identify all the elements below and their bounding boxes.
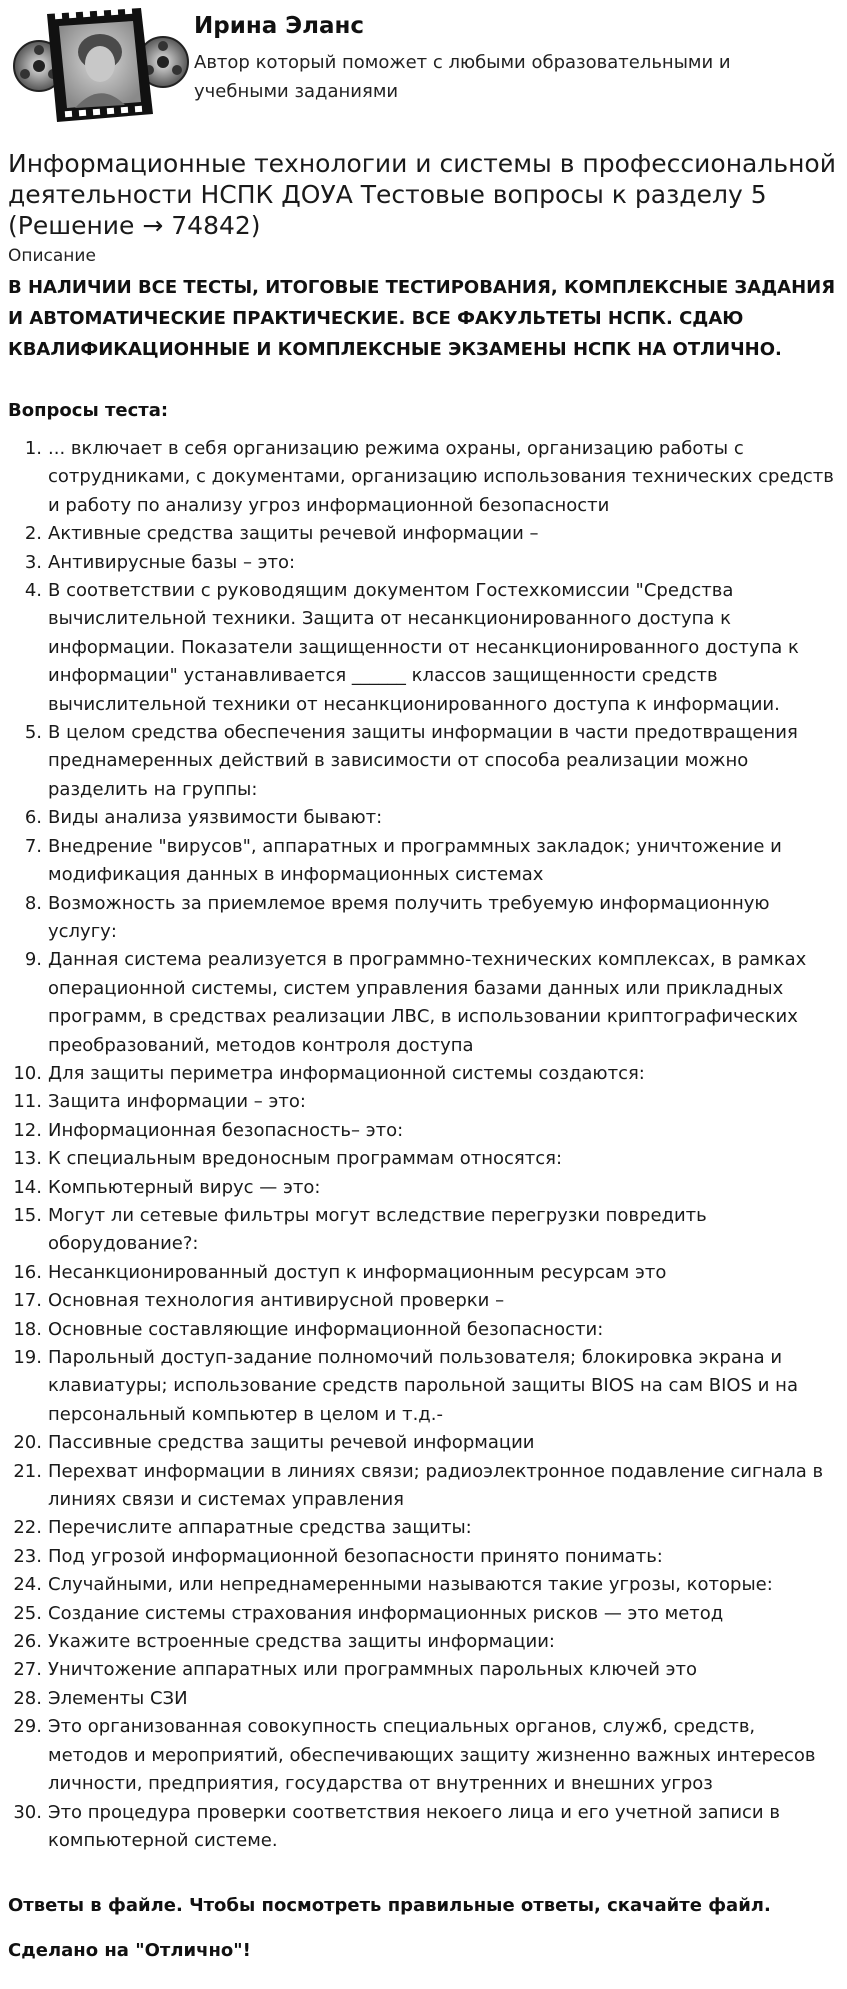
question-text: Основные составляющие информационной безопасности:: [48, 1318, 604, 1340]
question-text: Перехват информации в линиях связи; радиоэлектронное подавление сигнала в линиях связи и системах управления: [48, 1460, 824, 1511]
question-item: [13, 1458, 840, 1515]
question-text: Укажите встроенные средства защиты информации:: [48, 1631, 555, 1653]
question-item: [24, 804, 840, 832]
question-text: Под угрозой информационной безопасности принято понимать:: [48, 1545, 663, 1567]
question-number: 7.: [24, 835, 42, 857]
question-item: [13, 1316, 840, 1344]
question-number: 30.: [13, 1801, 42, 1823]
question-item: [24, 719, 840, 804]
question-number: 26.: [13, 1631, 42, 1653]
question-number: 13.: [13, 1148, 42, 1170]
question-text: Основная технология антивирусной проверки –: [48, 1290, 505, 1312]
question-text: Это процедура проверки соответствия некоего лица и его учетной записи в компьютерной системе.: [48, 1801, 780, 1851]
author-avatar[interactable]: [13, 4, 189, 126]
question-item: [13, 1799, 840, 1856]
question-number: 10.: [13, 1062, 42, 1084]
description-label: Описание: [8, 246, 96, 266]
question-item: [13, 1145, 840, 1173]
question-number: 8.: [24, 892, 42, 914]
question-item: [13, 1117, 840, 1145]
question-number: 20.: [13, 1432, 42, 1454]
question-item: [13, 1514, 840, 1542]
question-text: Данная система реализуется в программно-технических комплексах, в рамках операционной системы, систем управления базами данных или прикладных программ, в средствах реализации ЛВС, в использовании криптографических преобразований, методов контроля доступа: [48, 949, 807, 1056]
question-text: Для защиты периметра информационной системы создаются:: [48, 1062, 645, 1084]
question-item: [13, 1060, 840, 1088]
question-item: [24, 946, 840, 1060]
question-item: [24, 577, 840, 719]
question-item: [13, 1685, 840, 1713]
question-number: 27.: [13, 1659, 42, 1681]
question-text: Могут ли сетевые фильтры могут вследствие перегрузки повредить оборудование?:: [48, 1204, 707, 1255]
question-number: 2.: [24, 523, 42, 545]
question-item: [13, 1259, 840, 1287]
author-header: [8, 0, 839, 140]
question-text: ... включает в себя организацию режима охраны, организацию работы с сотрудниками, с документами, организацию использования технических средств и работу по анализу угроз информационной безопасности: [48, 438, 834, 516]
question-number: 9.: [24, 949, 42, 971]
question-text: Уничтожение аппаратных или программных парольных ключей это: [48, 1659, 698, 1681]
author-name[interactable]: Ирина Эланс: [194, 13, 365, 39]
question-item: [24, 435, 840, 520]
question-item: [13, 1543, 840, 1571]
question-number: 29.: [13, 1716, 42, 1738]
question-text: В соответствии с руководящим документом Гостехкомиссии "Средства вычислительной техники. Защита от несанкционированного доступа к информации. Показатели защищенности от несанкционированного доступа к информации" устанавливается ______ классов защищенности средств вычислительной техники от несанкционированного доступа к информации.: [48, 580, 799, 715]
product-title: Информационные технологии и системы в профессиональной деятельности НСПК ДОУА Тестовые вопросы к разделу 5 (Решение → 74842): [8, 149, 836, 240]
question-text: Активные средства защиты речевой информации –: [48, 523, 539, 545]
question-text: Пассивные средства защиты речевой информации: [48, 1432, 535, 1454]
question-number: 22.: [13, 1517, 42, 1539]
question-number: 23.: [13, 1545, 42, 1567]
question-text: Несанкционированный доступ к информационным ресурсам это: [48, 1261, 667, 1283]
question-number: 4.: [24, 580, 42, 602]
question-number: 5.: [24, 722, 42, 744]
question-item: [13, 1571, 840, 1599]
question-number: 28.: [13, 1687, 42, 1709]
question-item: [13, 1287, 840, 1315]
question-text: Это организованная совокупность специальных органов, служб, средств, методов и мероприятий, обеспечивающих защиту жизненно важных интересов личности, предприятия, государства от внутренних и внешних угроз: [48, 1716, 816, 1795]
question-item: [13, 1429, 840, 1457]
question-item: [13, 1344, 840, 1429]
description-text: В НАЛИЧИИ ВСЕ ТЕСТЫ, ИТОГОВЫЕ ТЕСТИРОВАНИЯ, КОМПЛЕКСНЫЕ ЗАДАНИЯ И АВТОМАТИЧЕСКИЕ ПРАКТИЧЕСКИЕ. ВСЕ ФАКУЛЬТЕТЫ НСПК. СДАЮ КВАЛИФИКАЦИОННЫЕ И КОМПЛЕКСНЫЕ ЭКЗАМЕНЫ НСПК НА ОТЛИЧНО.: [8, 277, 836, 360]
author-description: Автор который поможет с любыми образовательными и учебными заданиями: [194, 52, 731, 102]
film-frame: [47, 8, 153, 122]
question-text: В целом средства обеспечения защиты информации в части предотвращения преднамеренных действий в зависимости от способа реализации можно разделить на группы:: [48, 722, 798, 800]
question-number: 18.: [13, 1318, 42, 1340]
question-text: Внедрение "вирусов", аппаратных и программных закладок; уничтожение и модификация данных в информационных системах: [48, 835, 782, 886]
question-number: 24.: [13, 1574, 42, 1596]
done-note: Сделано на "Отлично"!: [8, 1940, 251, 1961]
question-number: 19.: [13, 1347, 42, 1368]
question-number: 14.: [13, 1176, 42, 1198]
questions-heading: Вопросы теста:: [8, 400, 169, 421]
question-item: [24, 890, 840, 947]
question-text: Случайными, или непреднамеренными называются такие угрозы, которые:: [48, 1574, 773, 1596]
question-number: 15.: [13, 1204, 42, 1226]
question-item: [13, 1656, 840, 1684]
question-item: [13, 1600, 840, 1628]
question-number: 12.: [13, 1119, 42, 1141]
question-text: Компьютерный вирус — это:: [48, 1176, 321, 1198]
question-text: Создание системы страхования информационных рисков — это метод: [48, 1602, 724, 1624]
questions-list: [13, 435, 840, 1855]
question-number: 6.: [24, 807, 42, 829]
question-text: Защита информации – это:: [48, 1091, 306, 1113]
question-text: Перечислите аппаратные средства защиты:: [48, 1517, 472, 1539]
question-item: [24, 520, 840, 548]
question-item: [24, 549, 840, 577]
question-number: 25.: [13, 1602, 42, 1624]
question-item: [13, 1088, 840, 1116]
question-number: 3.: [24, 551, 42, 573]
question-text: Информационная безопасность– это:: [48, 1119, 404, 1141]
question-number: 1.: [24, 438, 42, 459]
question-text: Виды анализа уязвимости бывают:: [48, 807, 383, 829]
question-number: 21.: [13, 1460, 42, 1482]
question-item: [13, 1713, 840, 1798]
question-text: Парольный доступ-задание полномочий пользователя; блокировка экрана и клавиатуры; использование средств парольной защиты BIOS на сам BIOS и на персональный компьютер в целом и т.д.-: [48, 1347, 798, 1425]
question-text: К специальным вредоносным программам относятся:: [48, 1148, 563, 1170]
question-item: [13, 1202, 840, 1259]
question-number: 11.: [13, 1091, 42, 1113]
question-text: Антивирусные базы – это:: [48, 551, 296, 573]
question-text: Элементы СЗИ: [48, 1687, 188, 1709]
question-item: [13, 1628, 840, 1656]
question-text: Возможность за приемлемое время получить требуемую информационную услугу:: [48, 892, 770, 942]
answers-note: Ответы в файле. Чтобы посмотреть правильные ответы, скачайте файл.: [8, 1895, 771, 1916]
question-item: [24, 833, 840, 890]
question-number: 17.: [13, 1290, 42, 1312]
question-number: 16.: [13, 1261, 42, 1283]
question-item: [13, 1174, 840, 1202]
